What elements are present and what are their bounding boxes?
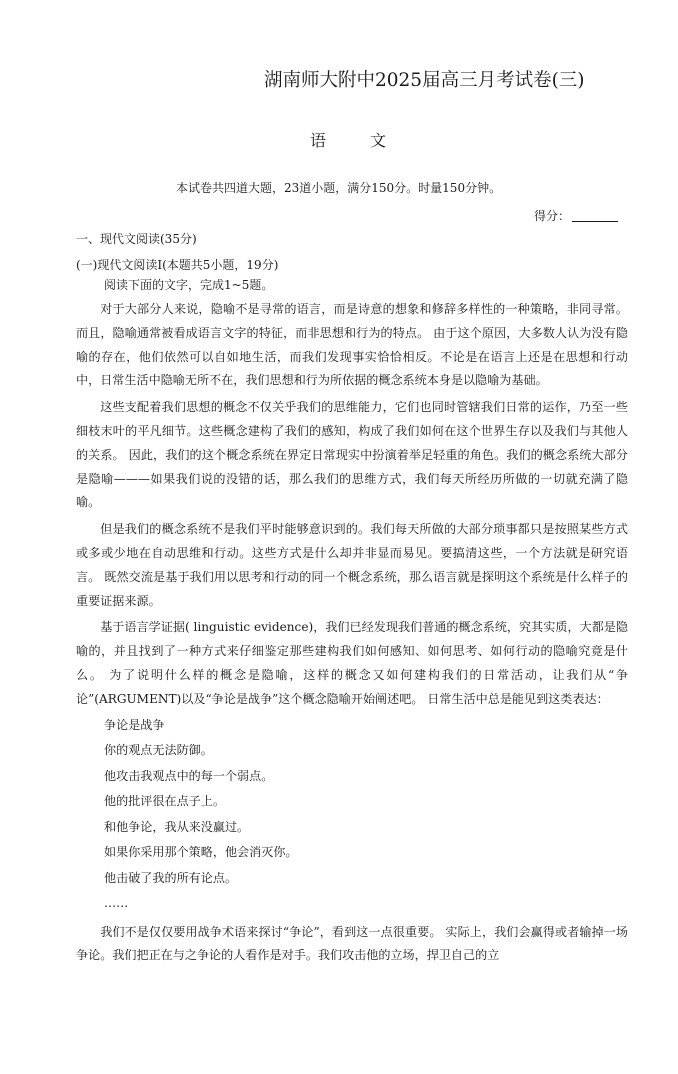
exam-title: 湖南师大附中2025届高三月考试卷(三): [264, 70, 585, 91]
score-blank: [572, 209, 618, 222]
example-line: 他击破了我的所有论点。: [104, 870, 238, 885]
example-line: 你的观点无法防御。: [104, 743, 213, 758]
passage-paragraph-1: 对于大部分人来说，隐喻不是寻常的语言，而是诗意的想象和修辞多样性的一种策略，非同寻常。 而且，隐喻通常被看成语言文字的特征，而非思想和行为的特点。 由于这个原因，大多数人认为没有隐喻的存在，他们依然可以自如地生活，而我们发现事实恰恰相反。不论是在语言上还是在思想和行动中，日常生活中隐喻无所不在，我们思想和行为所依据的概念系统本身是以隐喻为基础。: [76, 302, 628, 388]
passage-paragraph-4: 基于语言学证据( linguistic evidence)，我们已经发现我们普通的概念系统，究其实质，大都是隐喻的，并且找到了一种方式来仔细鉴定那些建构我们如何感知、如何思考、如何行动的隐喻究竟是什么。 为了说明什么样的概念是隐喻，这样的概念又如何建构我们的日常活动，让我们从“争论”(ARGUMENT)以及“争论是战争”这个概念隐喻开始阐述吧。 日常生活中总是能见到这类表达：: [76, 620, 628, 706]
subject-char-1: 语: [310, 131, 327, 150]
passage-paragraph-2: 这些支配着我们思想的概念不仅关乎我们的思维能力，它们也同时管辖我们日常的运作，乃至一些细枝末叶的平凡细节。这些概念建构了我们的感知，构成了我们如何在这个世界生存以及我们与其他人的关系。 因此，我们的这个概念系统在界定日常现实中扮演着举足轻重的角色。我们的概念系统大部分是隐喻———如果我们说的没错的话，那么我们的思维方式，我们每天所经历所做的一切就充满了隐喻。: [76, 400, 628, 510]
passage-paragraph-3: 但是我们的概念系统不是我们平时能够意识到的。我们每天所做的大部分琐事都只是按照某些方式或多或少地在自动思维和行动。这些方式是什么却并非显而易见。要搞清这些，一个方法就是研究语言。 既然交流是基于我们用以思考和行动的同一个概念系统，那么语言就是探明这个系统是什么样子的重要证据来源。: [76, 522, 628, 608]
example-line: 如果你采用那个策略，他会消灭你。: [104, 845, 298, 860]
reading-prompt: 阅读下面的文字，完成1~5题。: [104, 278, 274, 292]
passage-body: [76, 298, 628, 971]
section-heading-part1-1: (一)现代文阅读Ⅰ(本题共5小题，19分): [76, 258, 279, 272]
example-ellipsis: ……: [104, 896, 129, 911]
passage-paragraph-5: 我们不是仅仅要用战争术语来探讨“争论”，看到这一点很重要。 实际上，我们会赢得或者输掉一场争论。我们把正在与之争论的人看作是对手。我们攻击他的立场，捍卫自己的立: [76, 924, 628, 963]
exam-instructions: 本试卷共四道大题，23道小题，满分150分。时量150分钟。: [176, 181, 502, 195]
example-line: 争论是战争: [104, 717, 165, 732]
score-label: 得分：: [534, 209, 571, 223]
score-field: [534, 207, 618, 224]
section-heading-part1: 一、现代文阅读(35分): [76, 232, 197, 246]
example-line: 和他争论，我从来没赢过。: [104, 819, 250, 834]
example-line: 他的批评很在点子上。: [104, 794, 225, 809]
example-line: 他攻击我观点中的每一个弱点。: [104, 768, 274, 783]
subject-title: [310, 128, 386, 151]
subject-char-2: 文: [370, 131, 387, 150]
